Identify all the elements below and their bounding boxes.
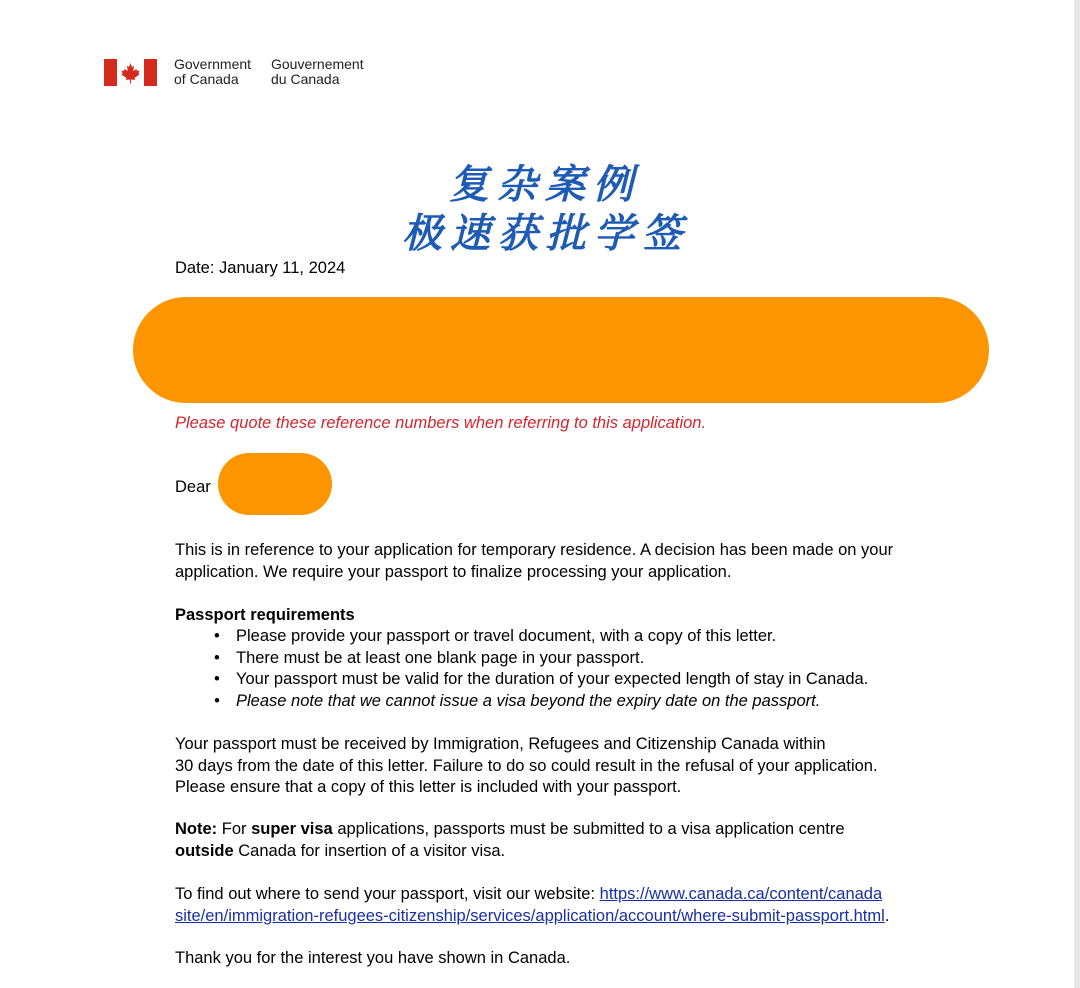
website-paragraph [175,884,975,927]
note-paragraph [175,819,955,862]
note-emphasis: outside [175,841,234,860]
canada-flag-icon [104,59,157,86]
website-intro: To find out where to send your passport, visit our website: [175,885,600,903]
closing-line: Thank you for the interest you have shown in Canada. [175,949,571,967]
intro-paragraph: This is in reference to your application for temporary residence. A decision has been made on your application. We require your passport to finalize processing your application. [175,541,894,581]
requirements-list [175,626,996,712]
note-label: Note: [175,820,218,838]
reference-notice: Please quote these reference numbers when referring to this application. [175,414,707,432]
salutation: Dear [175,478,211,496]
list-item: • Your passport must be valid for the duration of your expected length of stay in Canada. [236,669,996,691]
note-text: For [217,820,252,838]
government-of-canada-label: Government of Canada [174,56,252,87]
deadline-line-1: Your passport must be received by Immigration, Refugees and Citizenship Canada within [175,735,826,753]
website-end: . [884,906,890,925]
deadline-line-2: 30 days from the date of this letter. Failure to do so could result in the refusal of your application. [175,756,878,775]
page-edge [1074,0,1080,988]
deadline-line-3: Please ensure that a copy of this letter is included with your passport. [175,778,682,796]
note-text: applications, passports must be submitted to a visa application centre [332,820,845,838]
watermark-line-2: 极速获批学签 [402,210,690,257]
requirements-heading: Passport requirements [175,606,355,624]
website-link[interactable]: site/en/immigration-refugees-citizenship/services/application/account/where-submit-passport.html [175,906,885,925]
website-link[interactable]: https://www.canada.ca/content/canada [599,885,883,903]
letter-date: Date: January 11, 2024 [175,259,346,277]
gouvernement-du-canada-label: Gouvernement du Canada [271,56,364,87]
deadline-paragraph [175,734,965,799]
list-item: • Please note that we cannot issue a visa beyond the expiry date on the passport. [236,691,996,713]
list-item: • There must be at least one blank page in your passport. [236,648,996,670]
note-emphasis: super visa [251,820,333,838]
redaction-name [218,453,332,515]
redaction-reference-block [133,297,989,403]
watermark-line-1: 复杂案例 [449,161,641,208]
list-item: • Please provide your passport or travel document, with a copy of this letter. [236,626,996,648]
note-text: Canada for insertion of a visitor visa. [233,841,506,860]
